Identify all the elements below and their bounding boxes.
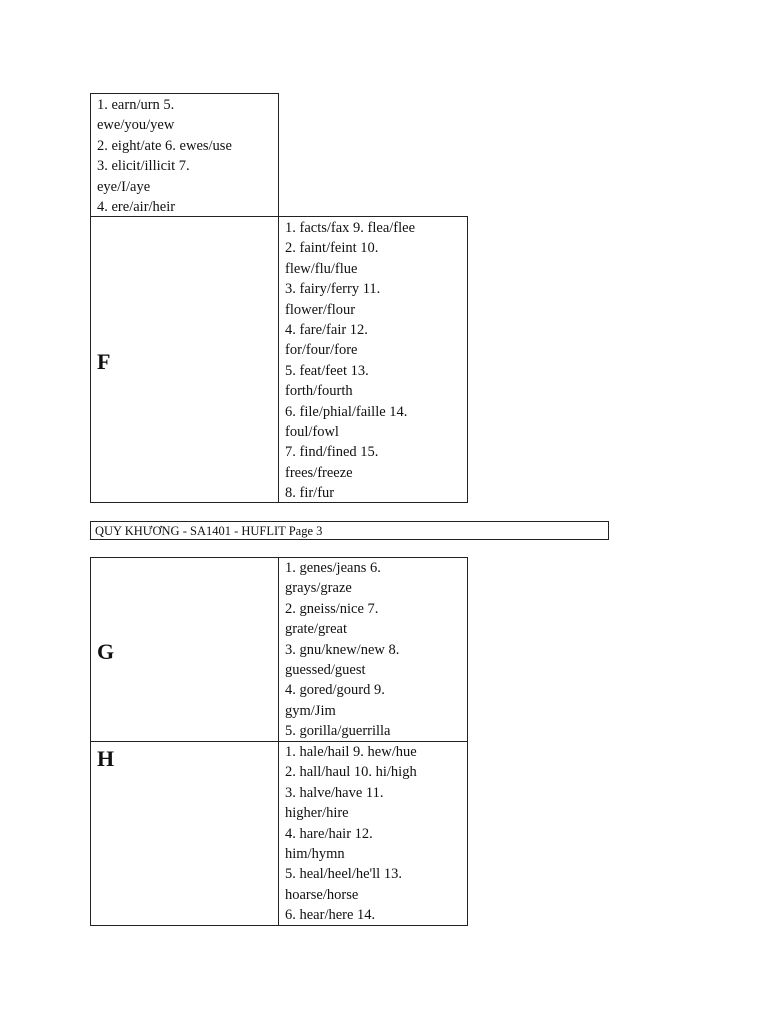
list-item: gym/Jim xyxy=(285,702,336,719)
list-item: 4. gored/gourd 9. xyxy=(285,682,385,699)
list-item: 6. file/phial/faille 14. xyxy=(285,403,408,420)
list-item: 5. heal/heel/he'll 13. xyxy=(285,866,402,883)
e-continued-list xyxy=(97,95,278,217)
list-item: hoarse/horse xyxy=(285,886,359,903)
list-item: 2. hall/haul 10. hi/high xyxy=(285,764,417,781)
list-item: guessed/guest xyxy=(285,662,366,679)
page-footer-text: QUY KHƯƠNG - SA1401 - HUFLIT Page 3 xyxy=(95,524,323,538)
list-item: eye/I/aye xyxy=(97,178,151,195)
h-words-cell xyxy=(278,741,468,926)
list-item: frees/freeze xyxy=(285,464,353,481)
list-item: 6. hear/here 14. xyxy=(285,907,376,924)
section-letter-h: H xyxy=(97,746,115,771)
page-footer xyxy=(90,521,609,540)
g-letter-cell xyxy=(90,557,279,742)
e-continued-cell xyxy=(90,93,279,217)
list-item: 4. fare/fair 12. xyxy=(285,322,368,339)
list-item: for/four/fore xyxy=(285,342,358,359)
list-item: 1. hale/hail 9. hew/hue xyxy=(285,744,417,760)
list-item: foul/fowl xyxy=(285,424,339,441)
f-words-list xyxy=(285,218,467,504)
list-item: 7. find/fined 15. xyxy=(285,444,379,461)
list-item: 4. ere/air/heir xyxy=(97,199,176,216)
list-item: 2. gneiss/nice 7. xyxy=(285,600,379,617)
list-item: 3. gnu/knew/new 8. xyxy=(285,641,400,658)
list-item: 1. genes/jeans 6. xyxy=(285,560,381,576)
list-item: ewe/you/yew xyxy=(97,117,175,134)
list-item: higher/hire xyxy=(285,805,349,822)
g-words-cell xyxy=(278,557,468,742)
h-words-list xyxy=(285,742,467,926)
section-letter-g: G xyxy=(97,639,115,664)
f-letter-cell xyxy=(90,216,279,503)
list-item: grate/great xyxy=(285,621,347,638)
list-item: grays/graze xyxy=(285,580,352,597)
list-item: 2. faint/feint 10. xyxy=(285,240,379,257)
list-item: 8. fir/fur xyxy=(285,485,335,502)
list-item: 3. halve/have 11. xyxy=(285,784,384,801)
section-letter-f: F xyxy=(97,349,111,374)
list-item: 1. facts/fax 9. flea/flee xyxy=(285,220,416,236)
list-item: 3. fairy/ferry 11. xyxy=(285,281,381,298)
list-item: 5. gorilla/guerrilla xyxy=(285,723,391,740)
list-item: 4. hare/hair 12. xyxy=(285,825,373,842)
list-item: 2. eight/ate 6. ewes/use xyxy=(97,137,232,154)
list-item: flower/flour xyxy=(285,301,356,318)
g-words-list xyxy=(285,558,467,742)
list-item: him/hymn xyxy=(285,846,345,863)
list-item: flew/flu/flue xyxy=(285,260,358,277)
f-words-cell xyxy=(278,216,468,503)
list-item: 5. feat/feet 13. xyxy=(285,362,369,379)
h-letter-cell xyxy=(90,741,279,926)
list-item: 1. earn/urn 5. xyxy=(97,97,175,113)
list-item: 3. elicit/illicit 7. xyxy=(97,158,190,175)
list-item: forth/fourth xyxy=(285,383,353,400)
